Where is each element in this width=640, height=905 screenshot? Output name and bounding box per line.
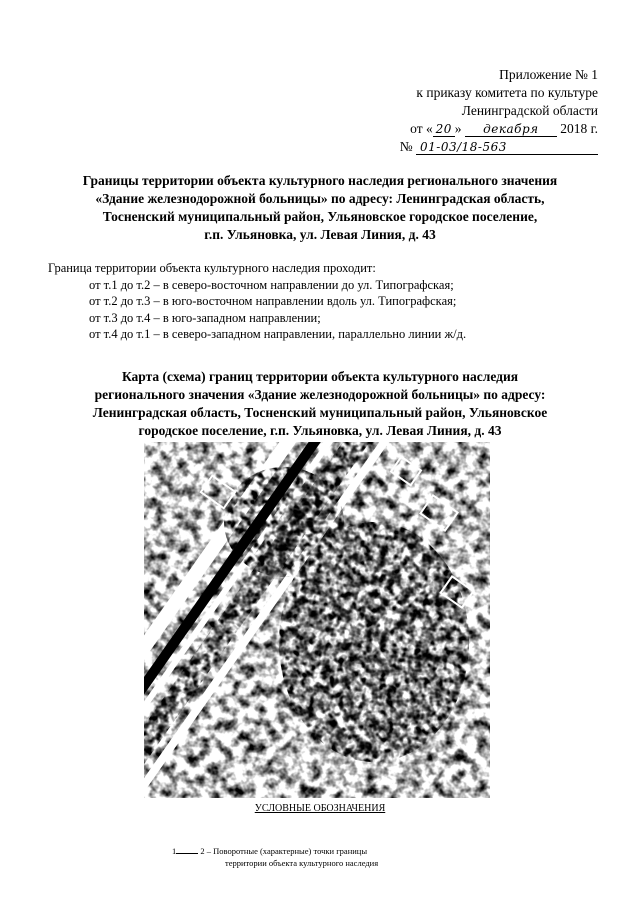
appendix-number [400, 138, 598, 156]
legend [172, 845, 378, 869]
legend-marker-end: 2 [200, 846, 205, 856]
appendix-line-2: к приказу комитета по культуре [416, 85, 598, 100]
appendix-line-1: Приложение № 1 [499, 67, 598, 82]
title-line-4: г.п. Ульяновка, ул. Левая Линия, д. 43 [204, 227, 436, 242]
legend-line-segment [176, 846, 198, 854]
appendix-line-3: Ленинградской области [461, 103, 598, 118]
title-line-1: Границы территории объекта культурного наследия регионального значения [82, 173, 558, 188]
description-item: от т.2 до т.3 – в юго-восточном направлении вдоль ул. Типографская; [89, 294, 457, 308]
description-intro: Граница территории объекта культурного наследия проходит: [48, 261, 376, 275]
legend-title: УСЛОВНЫЕ ОБОЗНАЧЕНИЯ [254, 803, 386, 814]
map-title-line-3: Ленинградская область, Тосненский муниципальный район, Ульяновское [92, 405, 548, 420]
date-prefix: от « [410, 121, 433, 136]
boundary-description [48, 260, 466, 343]
date-year: 2018 г. [560, 121, 598, 136]
legend-marker-start: 1 [172, 846, 177, 856]
number-value: 01-03/18-563 [416, 140, 598, 155]
description-item: от т.1 до т.2 – в северо-восточном направлении до ул. Типографская; [89, 277, 454, 292]
legend-text-2: территории объекта культурного наследия [225, 858, 379, 868]
date-day: 20 [433, 122, 455, 137]
legend-entry [172, 845, 378, 857]
title-line-3: Тосненский муниципальный район, Ульяновское городское поселение, [102, 209, 538, 224]
description-item: от т.4 до т.1 – в северо-западном направлении, параллельно линии ж/д. [89, 327, 467, 341]
date-month: декабря [465, 122, 557, 137]
appendix-header [400, 66, 598, 156]
appendix-date [400, 120, 598, 138]
aerial-map-image [144, 442, 490, 798]
map-title-line-2: регионального значения «Здание железнодорожной больницы» по адресу: [94, 387, 546, 402]
description-item: от т.3 до т.4 – в юго-западном направлении; [89, 310, 321, 325]
map-title-line-1: Карта (схема) границ территории объекта культурного наследия [121, 369, 519, 384]
map-title [30, 368, 610, 440]
map-title-line-4: городское поселение, г.п. Ульяновка, ул. Левая Линия, д. 43 [138, 423, 502, 438]
document-title [30, 172, 610, 244]
number-prefix: № [399, 139, 413, 154]
date-mid: » [454, 121, 462, 136]
title-line-2: «Здание железнодорожной больницы» по адресу: Ленинградская область, [95, 191, 545, 206]
legend-text-1: – Поворотные (характерные) точки границы [206, 846, 368, 856]
